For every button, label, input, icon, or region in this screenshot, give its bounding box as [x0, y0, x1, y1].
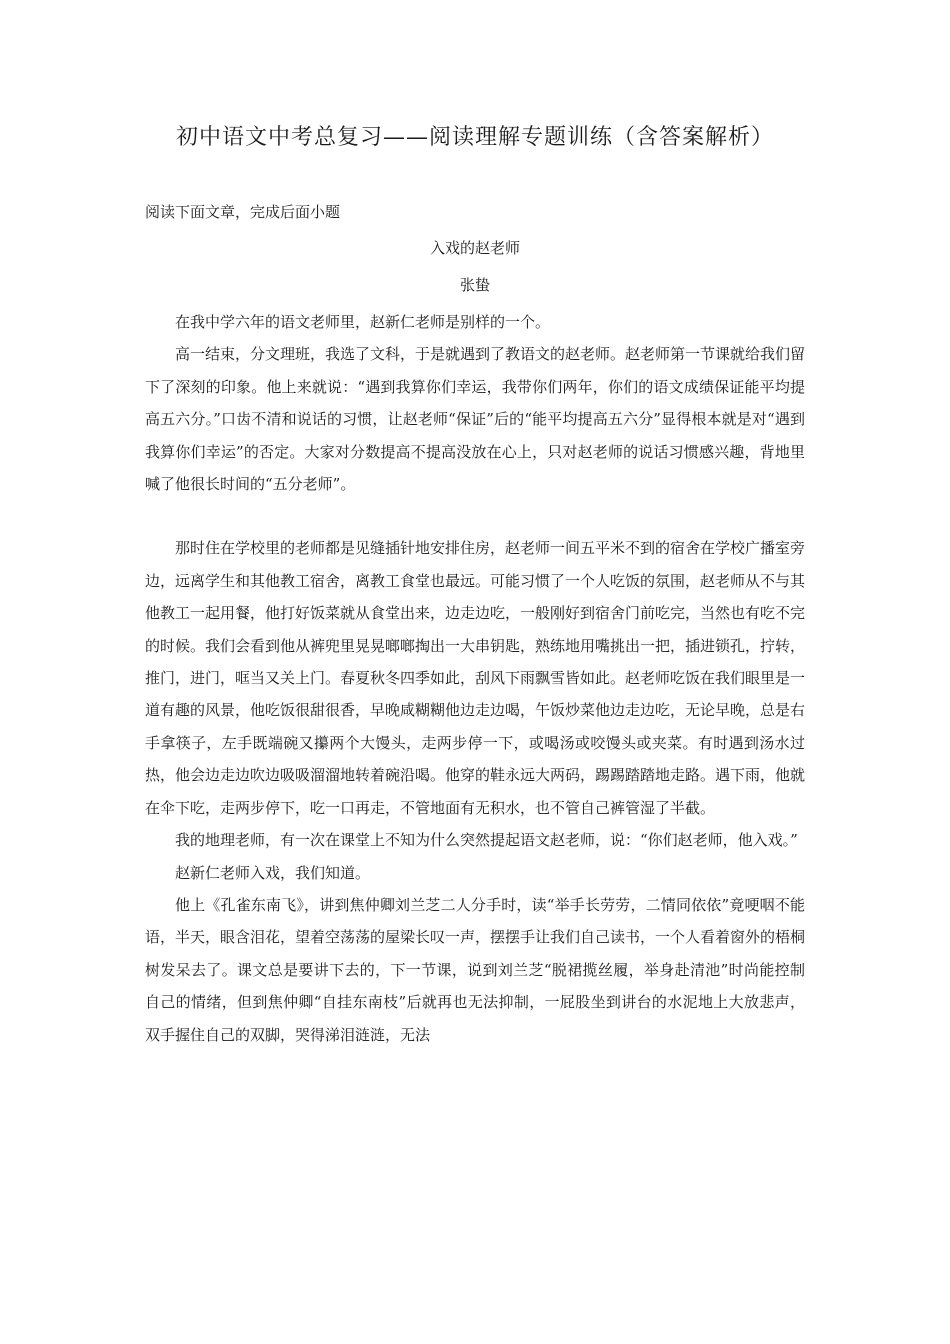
paragraph: 那时住在学校里的老师都是见缝插针地安排住房，赵老师一间五平米不到的宿舍在学校广播室旁边，远离学生和其他教工宿舍，离教工食堂也最远。可能习惯了一个人吃饭的氛围，赵老师从不与其他教工一起用餐，他打好饭菜就从食堂出来，边走边吃，一般刚好到宿舍门前吃完，当然也有吃不完的时候。我们会看到他从裤兜里晃晃啷啷掏出一大串钥匙，熟练地用嘴挑出一把，插进锁孔，拧转，推门，进门，哐当又关上门。春夏秋冬四季如此，刮风下雨飘雪皆如此。赵老师吃饭在我们眼里是一道有趣的风景，他吃饭很甜很香，早晚咸糊糊他边走边喝，午饭炒菜他边走边吃，无论早晚，总是右手拿筷子，左手既端碗又攥两个大馒头，走两步停一下，或喝汤或咬馒头或夹菜。有时遇到汤水过热，他会边走边吹边吸吸溜溜地转着碗沿喝。他穿的鞋永远大两码，踢踢踏踏地走路。遇下雨，他就在伞下吃，走两步停下，吃一口再走，不管地面有无积水，也不管自己裤管湿了半截。: [145, 539, 806, 817]
paragraph: 我的地理老师，有一次在课堂上不知为什么突然提起语文赵老师，说：“你们赵老师，他入戏。”: [175, 831, 798, 850]
story-body: [145, 306, 805, 1051]
story-title: 入戏的赵老师: [429, 239, 520, 257]
story-author: 张蛰: [459, 276, 490, 294]
paragraph: 高一结束，分文理班，我选了文科，于是就遇到了教语文的赵老师。赵老师第一节课就给我们留下了深刻的印象。他上来就说：“遇到我算你们幸运，我带你们两年，你们的语文成绩保证能平均提高五六分。”口齿不清和说话的习惯，让赵老师“保证”后的“能平均提高五六分”显得根本就是对“遇到我算你们幸运”的否定。大家对分数提高不提高没放在心上，只对赵老师的说话习惯感兴趣，背地里喊了他很长时间的“五分老师”。: [145, 345, 806, 494]
document-title: 初中语文中考总复习——阅读理解专题训练（含答案解析）: [175, 125, 774, 150]
paragraph: 在我中学六年的语文老师里，赵新仁老师是别样的一个。: [175, 313, 551, 331]
paragraph: 赵新仁老师入戏，我们知道。: [175, 863, 371, 882]
paragraph: 他上《孔雀东南飞》，讲到焦仲卿刘兰芝二人分手时，读“举手长劳劳，二情同依依”竟哽咽不能语，半天，眼含泪花，望着空荡荡的屋梁长叹一声，摆摆手让我们自己读书，一个人看着窗外的梧桐树发呆去了。课文总是要讲下去的，下一节课，说到刘兰芝“脱裙揽丝履，举身赴清池”时尚能控制自己的情绪，但到焦仲卿“自挂东南枝”后就再也无法抑制，一屁股坐到讲台的水泥地上大放悲声，双手握住自己的双脚，哭得涕泪涟涟，无法: [145, 895, 806, 1044]
reading-instruction: 阅读下面文章，完成后面小题: [145, 203, 341, 221]
